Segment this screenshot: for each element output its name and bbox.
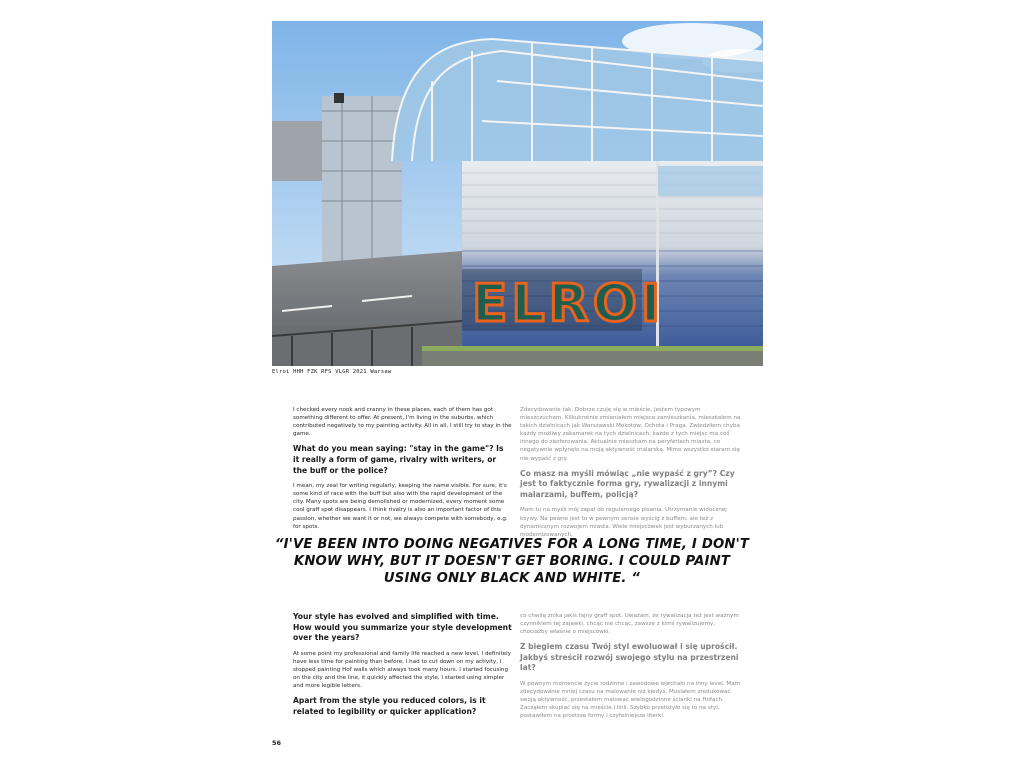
interview-question: Your style has evolved and simplified with time. How would you summarize your style development over the years? <box>293 612 512 643</box>
interview-question: Apart from the style you reduced colors, is it related to legibility or quicker application? <box>293 696 486 716</box>
polish-column-bottom <box>520 612 742 727</box>
english-column-top <box>293 406 512 537</box>
answer-paragraph: Zdecydowanie tak. Dobrze czuję się w mieście, jestem typowym mieszczuchem. Kilkukrotnie zmieniałem miejsce zamieszkania, mieszkałem na takich dzielnicach jak Warszawski Mokotów, Ochota i Praga. Zwiedziłem chyba każdy możliwy zakamarek na tych dzielnicach, każde z tych miejsc ma coś innego do zaoferowania. Aktualnie mieszkam na peryferiach miasta, co negatywnie wpłynęło na moją aktywność malarską. Mimo wszystko staram się nie wypaść z gry. <box>520 407 741 462</box>
answer-paragraph: I mean, my zeal for writing regularly, keeping the name visible. For sure, it's some kind of race with the buff but also with the rapid development of the city. Many spots are being demolished or modernized, every moment some cool graff spot disappears. I think rivalry is also an important factor of this passion, whether we want it or not, we always compete with somebody, e.g. for spots. <box>293 483 508 530</box>
english-column-bottom <box>293 612 512 723</box>
article-photo <box>272 21 763 366</box>
interview-question: Z biegiem czasu Twój styl ewoluował i się uprościł. Jakbyś streścił rozwój swojego stylu na przestrzeni lat? <box>520 642 739 673</box>
photo-caption: Elroi HHH FZK RFS VLGR 2021 Warsaw <box>272 369 392 375</box>
interview-question: Co masz na myśli mówiąc „nie wypaść z gry”? Czy jest to faktycznie forma gry, rywalizacji z innymi malarzami, buffem, policją? <box>520 468 735 499</box>
pull-quote: “I'VE BEEN INTO DOING NEGATIVES FOR A LONG TIME, I DON'T KNOW WHY, BUT IT DOESN'T GET BORING. I COULD PAINT USING ONLY BLACK AND WHITE. “ <box>274 537 750 587</box>
graffiti-tag: ELROI <box>472 274 665 334</box>
interview-question: What do you mean saying: "stay in the game"? Is it really a form of game, rivalry with writers, or the buff or the police? <box>293 444 504 475</box>
answer-paragraph: co chwilę znika jakiś fajny graff spot. Uważam, że rywalizacja też jest ważnym czynnikiem tej zajawki, chcąc nie chcąc, zawsze z kimś rywalizujemy, chociażby właśnie o miejscówki. <box>520 613 739 636</box>
answer-paragraph: W pewnym momencie życie rodzinne i zawodowe wjechało na inny level. Mam zdecydowanie mniej czasu na malowanie niż kiedyś. Musiałem zredukować swoją aktywność, przestałem malować wielogodzinne ścianki na Hofach. Zacząłem skupiać się na mieście i linii. Szybko przełożyło się to na styl, postawiłem na prostsze formy i czytelniejsze literki. <box>520 681 741 720</box>
answer-paragraph: Mam tu na myśli mój zapał do regularnego pisania. Utrzymanie widocznej ksywy. Na pewno jest to w pewnym sensie wyścig z buffem, ale też z dynamicznym rozwojem miasta. Wiele miejscówek jest wyburzanych lub modernizowanych, <box>520 507 727 538</box>
answer-paragraph: At some point my professional and family life reached a new level, I definitely have less time for painting than before, I had to cut down on my activity, I stopped painting Hof walls which always took many hours. I started focusing on the city and the line, it quickly affected the style, I started using simpler and more legible letters. <box>293 650 511 690</box>
answer-paragraph: I checked every nook and cranny in these places, each of them has got something different to offer. At present, I'm living in the suburbs, which contributed negatively to my painting activity. All in all, I still try to stay in the game. <box>293 407 512 438</box>
graffiti-tunnel-illustration <box>272 21 763 366</box>
polish-column-top <box>520 406 742 545</box>
page-number: 56 <box>272 739 282 747</box>
